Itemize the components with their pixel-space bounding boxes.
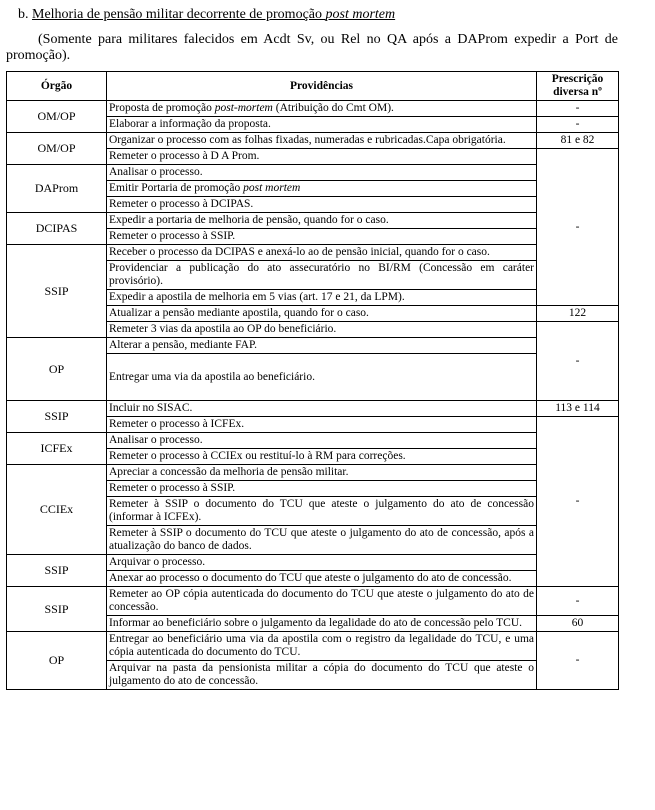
org-cell: OM/OP — [7, 101, 107, 133]
org-cell: DAProm — [7, 165, 107, 213]
prov-cell: Remeter o processo à ICFEx. — [107, 417, 537, 433]
table-row — [7, 465, 619, 481]
presc-cell: 81 e 82 — [537, 133, 619, 149]
prov-cell: Remeter o processo à D A Prom. — [107, 149, 537, 165]
prov-cell: Remeter ao OP cópia autenticada do documento do TCU que ateste o julgamento do ato de concessão. — [107, 587, 537, 616]
presc-cell: - — [537, 587, 619, 616]
prov-cell: Providenciar a publicação do ato assecuratório no BI/RM (Concessão em caráter provisório). — [107, 261, 537, 290]
intro-paragraph: (Somente para militares falecidos em Acdt Sv, ou Rel no QA após a DAProm expedir a Port de promoção). — [6, 32, 618, 63]
header-prov: Providências — [107, 72, 537, 101]
prov-cell: Entregar ao beneficiário uma via da apostila com o registro da legalidade do TCU, e uma cópia autenticada do documento do TCU. — [107, 632, 537, 661]
prov-cell: Apreciar a concessão da melhoria de pensão militar. — [107, 465, 537, 481]
table-row — [7, 213, 619, 229]
prov-cell: Atualizar a pensão mediante apostila, quando for o caso. — [107, 306, 537, 322]
prov-cell: Receber o processo da DCIPAS e anexá-lo ao de pensão inicial, quando for o caso. — [107, 245, 537, 261]
header-presc: Prescrição diversa nº — [537, 72, 619, 101]
table-row — [7, 165, 619, 181]
org-cell: DCIPAS — [7, 213, 107, 245]
presc-cell: - — [537, 632, 619, 690]
presc-cell: 113 e 114 — [537, 401, 619, 417]
prov-cell: Remeter à SSIP o documento do TCU que ateste o julgamento do ato de concessão (informar à ICFEx). — [107, 497, 537, 526]
prov-cell: Proposta de promoção post-mortem (Atribuição do Cmt OM). — [107, 101, 537, 117]
presc-cell: - — [537, 322, 619, 401]
org-cell: SSIP — [7, 555, 107, 587]
table-row — [7, 245, 619, 261]
prov-cell: Arquivar na pasta da pensionista militar a cópia do documento do TCU que ateste o julgamento do ato de concessão. — [107, 661, 537, 690]
prov-cell: Arquivar o processo. — [107, 555, 537, 571]
prov-cell: Remeter 3 vias da apostila ao OP do beneficiário. — [107, 322, 537, 338]
prov-cell: Remeter à SSIP o documento do TCU que ateste o julgamento do ato de concessão, após a atualização do banco de dados. — [107, 526, 537, 555]
org-cell: OP — [7, 632, 107, 690]
header-org: Órgão — [7, 72, 107, 101]
prov-cell: Anexar ao processo o documento do TCU que ateste o julgamento do ato de concessão. — [107, 571, 537, 587]
prov-cell: Analisar o processo. — [107, 433, 537, 449]
org-cell: SSIP — [7, 245, 107, 338]
prov-cell: Alterar a pensão, mediante FAP. — [107, 338, 537, 354]
table-row — [7, 338, 619, 354]
prov-cell: Remeter o processo à SSIP. — [107, 481, 537, 497]
presc-cell: - — [537, 117, 619, 133]
table-row — [7, 401, 619, 417]
prov-cell: Entregar uma via da apostila ao beneficiário. — [107, 354, 537, 401]
prov-cell: Expedir a apostila de melhoria em 5 vias (art. 17 e 21, da LPM). — [107, 290, 537, 306]
procedures-table — [6, 71, 619, 690]
prov-cell: Remeter o processo à SSIP. — [107, 229, 537, 245]
prov-cell: Emitir Portaria de promoção post mortem — [107, 181, 537, 197]
prov-cell: Incluir no SISAC. — [107, 401, 537, 417]
table-row — [7, 433, 619, 449]
section-letter: b. — [18, 7, 29, 22]
org-cell: SSIP — [7, 587, 107, 632]
table-header-row — [7, 72, 619, 101]
table-row — [7, 632, 619, 661]
org-cell: OM/OP — [7, 133, 107, 165]
org-cell: SSIP — [7, 401, 107, 433]
prov-cell: Expedir a portaria de melhoria de pensão, quando for o caso. — [107, 213, 537, 229]
prov-cell: Analisar o processo. — [107, 165, 537, 181]
presc-cell: - — [537, 101, 619, 117]
table-row — [7, 555, 619, 571]
table-row — [7, 133, 619, 149]
org-cell: OP — [7, 338, 107, 401]
section-title: Melhoria de pensão militar decorrente de promoção post mortem — [32, 7, 396, 22]
section-heading — [18, 7, 395, 23]
prov-cell: Organizar o processo com as folhas fixadas, numeradas e rubricadas.Capa obrigatória. — [107, 133, 537, 149]
prov-cell: Remeter o processo à CCIEx ou restituí-lo à RM para correções. — [107, 449, 537, 465]
prov-cell: Remeter o processo à DCIPAS. — [107, 197, 537, 213]
presc-cell: 60 — [537, 616, 619, 632]
presc-cell: - — [537, 417, 619, 587]
presc-cell: 122 — [537, 306, 619, 322]
org-cell: ICFEx — [7, 433, 107, 465]
org-cell: CCIEx — [7, 465, 107, 555]
table-row — [7, 587, 619, 616]
table-row — [7, 101, 619, 117]
prov-cell: Informar ao beneficiário sobre o julgamento da legalidade do ato de concessão pelo TCU. — [107, 616, 537, 632]
prov-cell: Elaborar a informação da proposta. — [107, 117, 537, 133]
presc-cell: - — [537, 149, 619, 306]
